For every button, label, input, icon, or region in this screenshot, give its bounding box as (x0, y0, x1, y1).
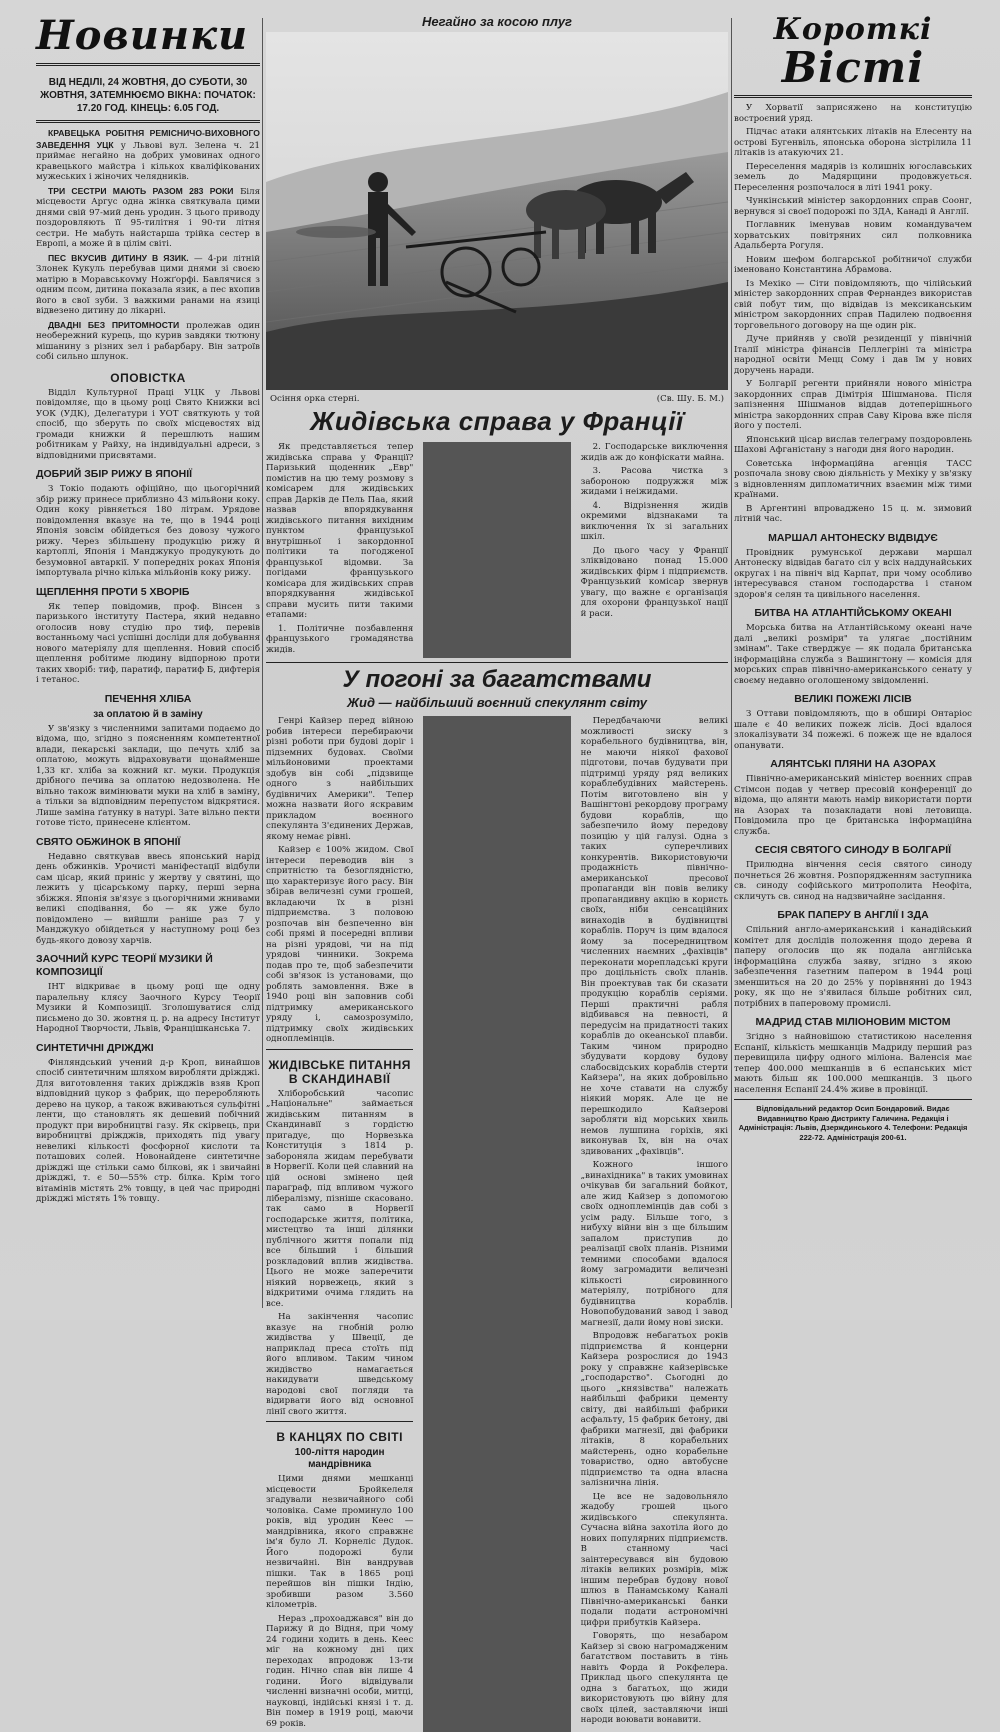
news-item-lead: ПЕС ВКУСИВ ДИТИНУ В ЯЗИК. (48, 252, 189, 263)
scandinavia-heading: ЖИДІВСЬКЕ ПИТАННЯ В СКАНДИНАВІЇ (268, 1057, 411, 1086)
music-text: ІНТ відкриває в цьому році ще одну паралельну клясу Заочного Курсу Теорії Музики й Композиції. Зголошуватися слід письмено до 30. жовтня ц. р. на адресу Інститут Народної Творчости, Львів, Францішканська 7. (36, 982, 260, 1034)
plowing-photo-image (266, 32, 728, 390)
fires-heading: ВЕЛИКІ ПОЖЕЖІ ЛІСІВ (794, 693, 912, 705)
news-item (36, 253, 260, 317)
rice-heading: ДОБРИЙ ЗБІР РИЖУ В ЯПОНІЇ (36, 468, 193, 480)
news-item-text: у Львові вул. Зелена ч. 21 приймає негайно на добрих умовинах одного кравецького майстра і кількох кваліфікованих мужеських і жіночих челядників. (36, 140, 261, 182)
blackout-notice: ВІД НЕДІЛІ, 24 ЖОВТНЯ, ДО СУБОТИ, 30 ЖОВТНЯ, ЗАТЕМНЮЄМО ВІКНА: ПОЧАТОК: 17.20 ГОД. КІНЕЦЬ: 6.05 ГОД. (40, 77, 256, 114)
kaiser-subheadline: Жид — найбільший воєнний спекулянт світу (346, 695, 648, 710)
divider (734, 1099, 972, 1100)
vaccine-text: Як тепер повідомив, проф. Вінсен з паризького інституту Пастера, який недавно оголосив нову студію про тиф, перевів востанньому часі успішні досліди для добування нового матеріялу для щеплення. Новий спосіб щеплення робітиме людину відпорною проти таких хворіб: тиф, паратиф, паратиф Б, дифтерія і тетанос. (36, 601, 260, 685)
kaiser-headline: У погоні за багатствами (342, 666, 652, 693)
column-rule (423, 442, 570, 658)
brief-item: Поглавник іменував новим командувачем хорватських повітряних сил полковника Адальберта Рогуля. (734, 220, 972, 251)
harvest-heading: СВЯТО ОБЖИНОК В ЯПОНІЇ (36, 835, 181, 848)
imprint-footer: Відповідальний редактор Осип Бондаровий. Видає Видавництво Краю Дистрикту Галичина. Редакція і Адміністрація: Львів, Дзерждинського 4. Телефони: Редакція 222-72. Адміністрація 200-61. (738, 1104, 968, 1142)
masthead-novynky: Новинки (36, 12, 249, 59)
kaiser-text: Передбачаючи великі можливості зиску з корабельного будівництва, він, не маючи ніякої фахової підготови, почав будувати при підтримці уряду ряд великих кораблебудівних майстерень. Потім виготовлено він у Вашінгтоні рекордову програму будови кораблів, що забезпечило йому передову позицію у цій галузі. Одна з таких суперечливих конкурентів. Використовуючи продажність північно-американської пресової пропаганди він повів велику пропагандивну акцію в користь своїх, ніби сенсаційних винаходів в будівництві кораблів. Поруч із цим вдалося йому за посередництвом численних наємних „фахівців" переконати морепладські круги про доцільність своїх планів. Він проектував так би сказати продукцію кораблів серіями. Перші практичні рабля відбивався на певності, й передусім на придатності таких кораблів до океанської плавби. Таким чином природно збудувати кордову будову слабосвідських кораблів стерти Кайзера", на яких добровільно не хоче ставати на службу ніякий моряк. Але це не перешкодило Кайзерові заробляти від морських хвиль немов лушпина горіхів, які виконував їх, він на очах здивованих „фахівців". (580, 716, 728, 1157)
divider (266, 662, 728, 663)
azores-text: Північно-американський міністер воєнних справ Стімсон подав у четвер пресовій конференції до відома, що алянти мають намір використати порти на Азорах та позакладати нові летовища. Повідомила про це британська інформаційна служба. (734, 774, 972, 837)
kaiser-text: Кайзер є 100% жидом. Свої інтереси переводив він з спритністю та безоглядністю, що характеризує його расу. Він збірав величезні суми грошей, вкладаючи їх в різні підприємства. З половою розпочав він безпеченно він собі прямі й посередні впливи на різні урядові, чи на під урядові чинники. Зокрема подав про те, щоб забезпечити собі зв'язок із установами, що роблять замовлення. Вже в 1940 році він заповнив собі підтримку американського уряду і, самозрозуміло, підтримку своїх жидівських одноплемінців. (266, 845, 414, 1044)
music-heading: ЗАОЧНИЙ КУРС ТЕОРІЇ МУЗИКИ Й КОМПОЗИЦІЇ (36, 953, 213, 978)
left-column (36, 12, 260, 1312)
news-item-text: Біля місцевости Аргус одна жінка святкувала цими днями свій 97-мий день уродин. З цього приводу поздоровляють її 95-тилітня і 90-ти літня сестри. Не мабуть найстарша трійка сестер в Европі, а може й в цілім світі. (36, 186, 261, 249)
masthead-korotki-visti (734, 14, 972, 90)
atlantic-heading: БИТВА НА АТЛАНТІЙСЬКОМУ ОКЕАНІ (754, 607, 952, 619)
madrid-text: Згідно з найновішою статистикою населення Еспанії, кількість мешканців Мадриду перший раз перевищила цифру одного міліона. Валенсія має тепер 400.000 мешканців в 6 еспанських міст мають більш як 100.000 мешканців. З цього населення Еспанії 24.4% живе в провінції. (734, 1032, 972, 1095)
harvest-text: Недавно святкував ввесь японський нарід день обжинків. Урочисті маніфестації відбули сам цісар, який приніс у жертву у святині, що лежить у цісарському парку, перші зерна збіжжя. Японія зв'язує з цьогорічними жнивами великі сподівання, бо — як уже було повідомлено — вийшли раніше раз 7 у Манджукуо обійдеться у наступному році без будь-якого довозу харчів. (36, 851, 260, 946)
paper-heading: БРАК ПАПЕРУ В АНГЛІЇ І ЗДА (777, 909, 929, 921)
divider (266, 1049, 413, 1050)
brief-item: Дуче прийняв у своїй резиденції у північній Італії міністра фінансів Пеллегріні та міністра народної освіти Мецц Сому і дав їм у нових доручень наради. (734, 334, 972, 376)
world-text: Нераз „прохоаджався" він до Парижу й до Відня, при чому 24 години ходить в день. Кеес міг на кожному дні цих переходах впродовж 13-ти годин. Нічно спав він лише 4 години. Його відвідували численні визначні особи, митці, науковці, індійські князі і т. д. Він помер в 1919 році, маючи 69 років. (266, 1613, 414, 1729)
news-item (36, 128, 260, 183)
scandinavia-text: На закінчення часопис вказує на гнобній ролю жидівства у Швеції, де наприклад преса стоїть під його впливом. Таким чином жидівство намагається накидувати шведському народові свої погляди та відирвати його від основної лінії свого життя. (266, 1312, 414, 1417)
yeast-heading: СИНТЕТИЧНІ ДРІЖДЖІ (36, 1041, 154, 1054)
atlantic-text: Морська битва на Атлантійському океані наче далі „великі розміри" та улягає „постійним змінам". Таке стверджує — як подала британська інформаційна служба з Вашингтону — комісія для морських справ північно-американського сенату у своєму недавно оголошеному звідомленні. (734, 623, 972, 686)
world-subheading: 100-ліття народин мандрівника (294, 1447, 385, 1470)
divider (36, 63, 260, 66)
news-item-lead: ДВАДНІ БЕЗ ПРИТОМНОСТИ (48, 319, 180, 330)
azores-heading: АЛЯНТСЬКІ ПЛЯНИ НА АЗОРАХ (770, 758, 936, 770)
photo-caption: Осіння орка стерні. (270, 394, 360, 404)
news-item-text: пролежав один необережний курець, що курив завдяки тютюну мішанину з різних зел і рабарбару. Він затроїв собі сильно шлунок. (36, 320, 260, 362)
divider (36, 120, 260, 123)
kaiser-text: Це все не задовольняло жадобу грошей цього жидівського спекулянта. Сучасна війна захотіла його до нових популярних підприємств. В станному часі заінтересувався він будовою літаків великих розмірів, між іншим перебрав будову нової шлюз в Панамському Каналі Північно-американські банки подали подати астрономічні цифри прибутків Кайзера. (580, 1491, 728, 1628)
kaiser-text: Впродовж небагатьох років підприємства й концерни Кайзера розрослися до 1943 року у справжнє кайзерівське „господарство". Сьогодні до цього „князівства" належать найбільші фабрики цементу світу, дві найбільші фабрики асфальту, 15 фабрик бетону, дві фабрики магнезії, дві фабрики літаків, 8 корабельних майстерень, одно корабельне товариство, одно автобусне підприємство та одна власна залізнична лінія. (580, 1331, 728, 1488)
france-point-4: 4. Відрізнення жидів окремими відзнаками та виключення їх зі загальних шкіл. (580, 500, 728, 542)
scandinavia-text: Хліборобський часопис „Національне" займається жидівським питанням в Скандинавії з гордістю пригадує, що Норвезька Конституція з 1814 р. забороняла жидам перебувати в Норвегії. Коли цей славний на цій основі змінено цей параграф, під впливом чужого лібералізму, пізніше скасовано. так само в Норвегії господарське життя, політика, мистецтво та інші ділянки публічного життя попали під все більший і більший розкладовий вплив жидівства. Цього не може заперечити ніякий норвежець, який з відкритими очима глядить на все. (266, 1088, 414, 1309)
kaiser-text: Кожного іншого „винахідника" в таких умовинах очікував би загальний бойкот, але жид Кайзер з допомогою своїх одноплемінців дав собі з усім раду. Більше того, з нибуху війни він з ще більшим запалом приступив до реалізації своїх планів. Різними темними способами вдалося йому загромадити величезні кількості сировинного матеріялу, потрібного для будівництва кораблів. Новопобудований завод і завод магнезії, дали йому нові зиски. (580, 1160, 728, 1328)
brief-item: Японський цісар вислав телеграму поздоровлень Шахові Афганістану з нагоди дня його народин. (734, 434, 972, 455)
bread-subheading: за оплатою й в заміну (93, 708, 203, 720)
bread-text: У зв'язку з численними запитами подаємо до відома, що, згідно з поясненням компетентної влади, пекарські заклади, що печуть хліб за оплатою, можуть відраховувати щонайменше 1,33 кг. хліба за кожний кг. муки. Продукція дрібного печива за оплатою недозволена. Не вільно також вимінювати муки на хліб в заміну, а тільки за відповідним перепустом відкрятися. Лише заміна ґатунку в натурі. Зате вільно пекти готове тісто, принесене клієнтом. (36, 723, 260, 828)
antonescu-text: Провідник румунської держави маршал Антонеску відвідав багато сіл у всіх наддунайських округах і на північ від Карпат, при чому особливо інтересувався станом господарства і станом здоров'я селян та цивільного населення. (734, 547, 972, 600)
france-point-1: 1. Політичне позбавлення французького громадянства жидів. (266, 623, 414, 655)
madrid-heading: МАДРИД СТАВ МІЛІОНОВИМ МІСТОМ (755, 1016, 951, 1028)
synod-heading: СЕСІЯ СВЯТОГО СИНОДУ В БОЛГАРІЇ (754, 844, 952, 856)
opovistka-heading: ОПОВІСТКА (110, 370, 186, 385)
fires-text: З Оттави повідомляють, що в обширі Онтаріос шале є 40 великих пожеж лісів. Досі вдалося злокалізувати 34 пожежі. 6 пожеж ще не вдалося опанувати. (734, 709, 972, 751)
france-point-2: 2. Господарське виключення жидів аж до конфіскати майна. (580, 442, 728, 463)
france-article (266, 442, 728, 658)
photo-title: Негайно за косою плуг (421, 14, 572, 29)
news-item (36, 320, 260, 363)
world-text: Цими днями мешканці місцевости Бройкелеля згадували незвичайного собі чоловіка. Саме проминуло 100 років, від уродин Кеес — мандрівника, якого справжнє ім'я було Л. Корнеліс Дудок. Його подорожі були незвичайні. Він вандрував пішки. Так в 1865 році перейшов він пішки Індію, зробивши разом 3.560 кілометрів. (266, 1474, 414, 1610)
paper-text: Спільний англо-американський і канадійський комітет для дослідів положення щодо дерева й паперу оголосив що як подала англійська інформаційна служба заяву, згідно з якою забезпечення газетним папером в 1944 році зменшиться на 20 до 25% у порівнянні до 1943 року, як що не з'явилася більше робітних сил, потрібних в паперовому промислі. (734, 925, 972, 1009)
column-rule (262, 18, 263, 1308)
masthead-line-2: Вісті (781, 43, 925, 92)
brief-item: Підчас атаки алянтських літаків на Елесенту на острові Бугенвіль, японська оборона зістрілила 11 літаків із атакуючих 21. (734, 127, 972, 158)
brief-item: Советська інформаційна агенція ТАСС розпочала знову свою діяльність у Мехіку у зв'язку з відновленням дипломатичних взаємин між тими країнами. (734, 458, 972, 500)
opovistka-text: Відділ Культурної Праці УЦК у Львові повідомляє, що в цьому році Свято Книжки всі УОК (УДК), Делегатури і УОТ святкують у той спосіб, що зберуть по своїх місцевостях від громади книжки й перешлють нашим робітникам у Райху, на індивідуальні адреси, з відповідними присвятами. (36, 387, 260, 461)
photo-credit: (Св. Шу. Б. М.) (656, 394, 724, 404)
rice-text: З Токіо подають офіційно, що цьогорічний збір рижу принесе приблизно 43 мільйони коку. Один коку рівняється 180 літрам. Урядове повідомлення вказує на те, що в 1944 році Японія зовсім обійдеться без довозу чужого рижу. Через збільшену продукцію рижу й картоплі, Японія і Манджукуо продукують до безумовної автаркії. У попередніх роках Японія імпортувала річно кілька мільйонів коку рижу. (36, 484, 260, 578)
photo-caption-row (270, 394, 724, 404)
brief-item: У Хорватії заприсяжено на конституцію востроєний уряд. (734, 103, 972, 124)
divider (734, 95, 972, 98)
france-text-end: До цього часу у Франції зліквідовано понад 15.000 жидівських фірм і підприємств. Французький комісар звернув увагу, що важне є організація для охорони французької нації й раси. (580, 545, 728, 619)
middle-column (266, 12, 728, 1729)
right-column (734, 12, 972, 1312)
brief-item: В Аргентині впроваджено 15 ц. м. зимовий літній час. (734, 503, 972, 524)
kaiser-text: Генрі Кайзер перед війною робив інтереси перебираючи різні роботи при будові доріг і підземних будовах. Своїми мільйоновими проектами здобув він собі „підзвище одного з найбільших будівничих Америки". Тепер можна назвати його яскравим прикладом воєнного спекулянта З'єдинених Держав, якому немає рівні. (266, 716, 414, 842)
france-point-3: 3. Расова чистка з забороною подружжя між жидами і неіжидами. (580, 466, 728, 497)
divider (266, 1421, 413, 1422)
brief-item: Із Мехіко — Сіти повідомляють, що чілійський міністер закордонних справ Фернандез використав свій побут тим, що відвідав із мексиканським міністром закордонних справ Падилею подвоєння торговельного договору на ще один рік. (734, 278, 972, 331)
brief-item: Переселення мадярів із колишніх югославських земель до Мадярщини продовжується. Переселення розпочалося в літі 1941 року. (734, 161, 972, 193)
column-rule (423, 716, 570, 1732)
france-text: Як представляється тепер жидівська справа у Франції? Паризький щоденник „Евр" помістив на цю тему розмову з комісарем для жидівських справ Дарків де Пель Паа, який назвав впорядкування жидівського питання вихідним пунктом французької внутрішньої і закордонної політики та погодженої французької відомви. За погідами французького комісара для жидівських справ впорядкування жидівської справи мусить пити такими етапами: (266, 442, 414, 620)
news-item-lead: ТРИ СЕСТРИ МАЮТЬ РАЗОМ 283 РОКИ (48, 185, 234, 196)
bread-heading: ПЕЧЕННЯ ХЛІБА (104, 692, 192, 705)
world-heading: В КАНЦЯХ ПО СВІТІ (276, 1430, 403, 1444)
news-item-text: — 4-ри літній Злонек Кукуль перебував цими днями зі своєю матірю в Моравськоvму Ножґорфі. Бавлячися з одним псом, дитина показала язик, а пес вхопив його в свої зуби. З важкими ранами на язиці відвезено дитину до лікарні. (36, 253, 261, 316)
antonescu-heading: МАРШАЛ АНТОНЕСКУ ВІДВІДУЄ (768, 531, 938, 544)
france-headline: Жидівська справа у Франції (310, 406, 684, 436)
news-item (36, 186, 260, 250)
column-rule (731, 18, 732, 1308)
synod-text: Прилюдна вінчення сесія святого синоду почнеться 26 жовтня. Розпорядженням заступника св. синоду софійського митрополита Нeофіта, скличуть св. синод на надзвичайне засідання. (734, 860, 972, 902)
brief-item: Новим шефом болгарської робітничої служби іменовано Константина Абрамова. (734, 254, 972, 275)
yeast-text: Фінляндський учений д-р Кроп, винайшов спосіб синтетичним шляхом виробляти дріжджі. Для виготовлення таких дріжджів взяв Кроп відповідний цукор з фабрик, що переробляють дерево на цукор, а також вживаються сульфітні ленти, що становлять як дешевий побічний продукт при виробництві газу. Як скірвець, при виробництві дріжджів, приходять під увагу невеликі кількості фосфорної кислоти та поташових солей. Новонайдене синтетичне дріжджі ще стільки само білкові, як і звичайні дріжджі, т. є 50—55% стр. білка. Крім того вітамінів містять 2% товщу, в цей час природні дріжджі містять 1% товщу. (36, 1057, 260, 1204)
news-item-lead: КРАВЕЦЬКА РОБІТНЯ РЕМІСНИЧО-ВИХОВНОГО ЗАВЕДЕННЯ УЦК (36, 128, 260, 150)
kaiser-text: Говорять, що незабаром Кайзер зі свою нагромадженим багатством поставить в тінь навіть Форда й Рокфелера. Приклад цього спекулянта це одна з багатьох, що жиди використовують цю війну для своїх цілей, заставляючи інші народи воювати вонавити. (580, 1631, 728, 1725)
kaiser-article (266, 716, 728, 1732)
brief-item: У Болгарії регенти прийняли нового міністра закордонних справ Дімітрія Шішманова. Після запізнення Шішманов віддав дотеперішнього міністра закордонних справ Саву Кірова вже після його у постелі. (734, 379, 972, 431)
plowing-photo (266, 32, 728, 390)
brief-item: Чункінський міністер закордонних справ Соонг, вернувся зі своєї подорожі по ЗДА, Канаді й Англії. (734, 196, 972, 217)
masthead-line-1: Короткі (773, 12, 933, 47)
vaccine-heading: ЩЕПЛЕННЯ ПРОТИ 5 ХВОРІБ (36, 585, 190, 598)
